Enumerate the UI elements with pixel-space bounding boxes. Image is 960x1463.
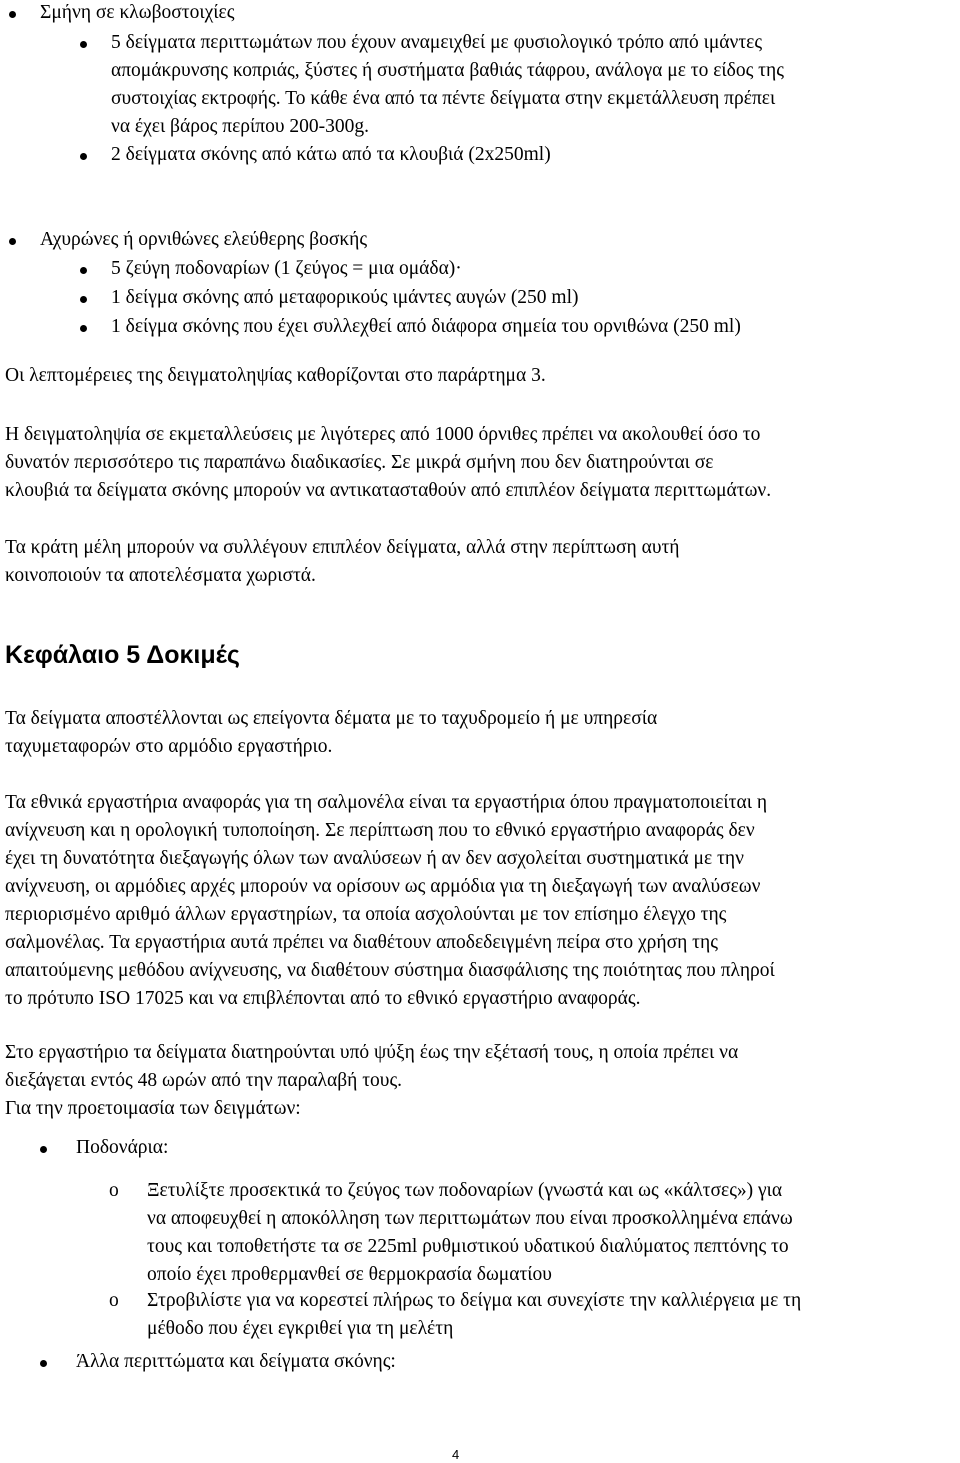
paragraph-member-states-line: κοινοποιούν τα αποτελέσματα χωριστά. [5,565,316,586]
prep-sub-1-line: τους και τοποθετήστε τα σε 225ml ρυθμιστικού υδατικού διαλύματος πεπτόνης το [147,1236,789,1257]
paragraph-sending-line: Τα δείγματα αποστέλλονται ως επείγοντα δέματα με το ταχυδρομείο ή με υπηρεσία [5,708,658,729]
prep-sub-2-line: μέθοδο που έχει εγκριθεί για τη μελέτη [147,1318,454,1339]
paragraph-labs-line: περιορισμένο αριθμό άλλων εργαστηρίων, τα οποία ασχολούνται με τον επίσημο έλεγχο της [5,904,727,925]
paragraph-labs-line: ανίχνευση και η ορολογική τυποποίηση. Σε περίπτωση που το εθνικό εργαστήριο αναφοράς δεν [5,820,755,841]
sub-bullet-icon: o [109,1290,119,1311]
prep-sub-2-line: Στροβιλίστε για να κορεστεί πλήρως το δείγμα και συνεχίστε την καλλιέργεια με τη [147,1290,802,1311]
barns-item: 1 δείγμα σκόνης που έχει συλλεχθεί από διάφορα σημεία του ορνιθώνα (250 ml) [111,316,741,337]
cages-item-1-line: να έχει βάρος περίπου 200-300g. [111,116,370,137]
paragraph-labs-line: απαιτούμενης μεθόδου ανίχνευσης, να διαθέτουν σύστημα διασφάλισης της ποιότητας που πληροί [5,960,775,981]
page-number: 4 [452,1447,460,1462]
paragraph-labs-line: ανίχνευση, οι αρμόδιες αρχές μπορούν να ορίσουν ως αρμόδια για τη διεξαγωγή των αναλύσεων [5,876,761,897]
cages-item-1-line: απομάκρυνσης κοπριάς, ξύστες ή συστήματα βαθιάς τάφρου, ανάλογα με το είδος της [111,60,784,81]
bullet-icon [9,11,16,18]
paragraph-member-states-line: Τα κράτη μέλη μπορούν να συλλέγουν επιπλέον δείγματα, αλλά στην περίπτωση αυτή [5,537,680,558]
cages-item-1-line: συστοιχίας εκτροφής. Το κάθε ένα από τα πέντε δείγματα στην εκμετάλλευση πρέπει [111,88,776,109]
barns-item: 1 δείγμα σκόνης από μεταφορικούς ιμάντες αυγών (250 ml) [111,287,579,308]
bullet-icon [80,267,87,274]
paragraph-storage-line: διεξάγεται εντός 48 ωρών από την παραλαβή τους. [5,1070,403,1091]
paragraph-labs-line: Τα εθνικά εργαστήρια αναφοράς για τη σαλμονέλα είναι τα εργαστήρια όπου πραγματοποιείται η [5,792,768,813]
paragraph-small-flocks-line: Η δειγματοληψία σε εκμεταλλεύσεις με λιγότερες από 1000 όρνιθες πρέπει να ακολουθεί όσο το [5,424,761,445]
paragraph-storage-line: Για την προετοιμασία των δειγμάτων: [5,1098,301,1119]
prep-other-title: Άλλα περιττώματα και δείγματα σκόνης: [76,1351,396,1372]
bullet-icon [80,153,87,160]
bullet-icon [40,1146,47,1153]
paragraph-labs-line: έχει τη δυνατότητα διεξαγωγής όλων των αναλύσεων ή αν δεν ασχολείται συστηματικά με την [5,848,744,869]
paragraph-small-flocks-line: δυνατόν περισσότερο τις παραπάνω διαδικασίες. Σε μικρά σμήνη που δεν διατηρούνται σε [5,452,714,473]
bullet-icon [40,1360,47,1367]
bullet-icon [9,238,16,245]
paragraph-sending-line: ταχυμεταφορών στο αρμόδιο εργαστήριο. [5,736,333,757]
bullet-icon [80,325,87,332]
paragraph-labs-line: σαλμονέλας. Τα εργαστήρια αυτά πρέπει να διαθέτουν αποδεδειγμένη πείρα στο χρήση της [5,932,718,953]
prep-sub-1-line: Ξετυλίξτε προσεκτικά το ζεύγος των ποδοναρίων (γνωστά και ως «κάλτσες») για [147,1180,783,1201]
cages-item-1-line: 5 δείγματα περιττωμάτων που έχουν αναμειχθεί με φυσιολογικό τρόπο από ιμάντες [111,32,763,53]
section-title-cages: Σμήνη σε κλωβοστοιχίες [40,2,235,23]
bullet-icon [80,296,87,303]
barns-item: 5 ζεύγη ποδοναρίων (1 ζεύγος = μια ομάδα)· [111,258,462,279]
chapter-heading: Κεφάλαιο 5 Δοκιμές [5,641,240,669]
bullet-icon [80,41,87,48]
cages-item-2: 2 δείγματα σκόνης από κάτω από τα κλουβιά (2x250ml) [111,144,551,165]
section-title-barns: Αχυρώνες ή ορνιθώνες ελεύθερης βοσκής [40,229,368,250]
prep-sub-1-line: οποίο έχει προθερμανθεί σε θερμοκρασία δωματίου [147,1264,552,1285]
prep-sub-1-line: να αποφευχθεί η αποκόλληση των περιττωμάτων που είναι προσκολλημένα επάνω [147,1208,793,1229]
paragraph-labs-line: το πρότυπο ISO 17025 και να επιβλέπονται από το εθνικό εργαστήριο αναφοράς. [5,988,641,1009]
prep-socks-title: Ποδονάρια: [76,1137,169,1158]
paragraph-annex: Οι λεπτομέρειες της δειγματοληψίας καθορίζονται στο παράρτημα 3. [5,365,546,386]
sub-bullet-icon: o [109,1180,119,1201]
paragraph-small-flocks-line: κλουβιά τα δείγματα σκόνης μπορούν να αντικατασταθούν από επιπλέον δείγματα περιττωμάτων. [5,480,772,501]
paragraph-storage-line: Στο εργαστήριο τα δείγματα διατηρούνται υπό ψύξη έως την εξέτασή τους, η οποία πρέπει να [5,1042,739,1063]
